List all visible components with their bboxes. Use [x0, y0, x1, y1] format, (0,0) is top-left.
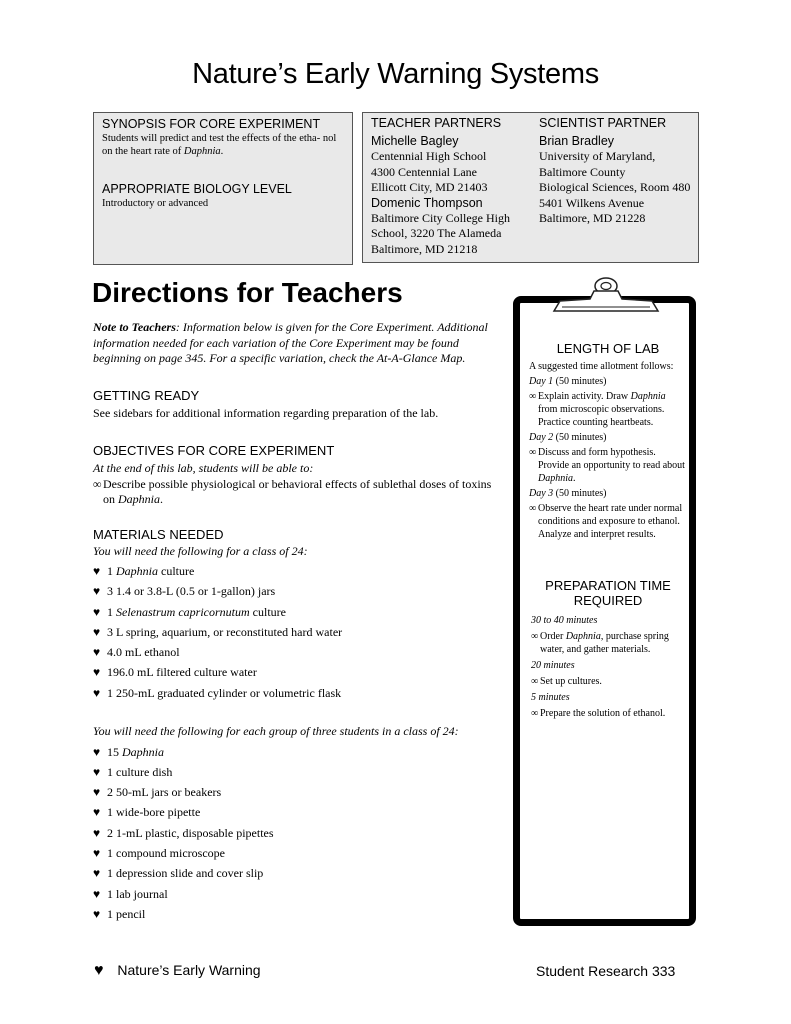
teacher-partners — [371, 116, 539, 257]
material-text: 196.0 mL filtered culture water — [107, 665, 257, 680]
day2-organism: Daphnia — [538, 473, 573, 484]
length-of-lab-heading: LENGTH OF LAB — [556, 341, 660, 356]
prep-t1: 30 to 40 minutes — [531, 615, 598, 626]
infinity-bullet-icon: ∞ — [93, 476, 102, 491]
material-text: 2 50-mL jars or beakers — [107, 785, 222, 800]
partner-name: Domenic Thompson — [371, 195, 483, 210]
material-text-end: culture — [158, 564, 195, 578]
material-item — [93, 904, 503, 924]
note-to-teachers — [93, 320, 503, 367]
material-text: 1 — [107, 604, 116, 619]
infinity-bullet-icon: ∞ — [529, 503, 537, 514]
heart-bullet-icon: ♥ — [93, 805, 101, 820]
footer-left — [94, 962, 261, 980]
prep-heading-line2: REQUIRED — [573, 593, 643, 608]
objective-organism: Daphnia — [118, 492, 160, 506]
day2-label — [529, 431, 687, 444]
partner-address-line: School, 3220 The Alameda — [371, 226, 502, 240]
material-item — [93, 742, 503, 762]
partner-address-line: University of Maryland, — [539, 149, 656, 163]
material-item — [93, 642, 503, 662]
day3-text: Observe the heart rate under normal conditions and exposure to ethanol. Analyze and interpret results. — [538, 503, 683, 540]
note-text: : Information below is given for the Core Experiment. Additional information needed for each variation of the Core Experiment may be found beginning on page 345. For a specific variation, check the At-A-Glance Map. — [93, 320, 488, 365]
scientist-partner-lines — [539, 134, 697, 227]
material-text: 1 lab journal — [107, 886, 168, 901]
synopsis-text — [102, 132, 344, 158]
material-text: 2 1-mL plastic, disposable pipettes — [107, 825, 274, 840]
partner-address-line: Centennial High School — [371, 149, 487, 163]
material-italic: Selenastrum capricornutum — [116, 604, 250, 619]
material-item — [93, 843, 503, 863]
material-text: 1 culture dish — [107, 764, 173, 779]
synopsis-text-organism: Daphnia — [183, 146, 221, 157]
partner-address-line: Baltimore City College High — [371, 210, 510, 225]
material-item — [93, 602, 503, 622]
objective-text: Describe possible physiological or behavioral effects of sublethal doses of toxins on — [103, 476, 492, 506]
day2-duration: (50 minutes) — [553, 432, 607, 443]
heart-bullet-icon: ♥ — [93, 645, 101, 660]
heart-bullet-icon: ♥ — [93, 866, 101, 881]
group-materials-list — [93, 742, 503, 925]
page-title: Nature’s Early Warning Systems — [192, 58, 599, 90]
material-item — [93, 561, 503, 581]
day1-text: Explain activity. Draw — [538, 391, 631, 402]
partner-address-line: 5401 Wilkens Avenue — [539, 195, 645, 210]
infinity-bullet-icon: ∞ — [531, 676, 539, 687]
heart-bullet-icon: ♥ — [93, 584, 101, 599]
scientist-partner-heading: SCIENTIST PARTNER — [539, 116, 667, 130]
material-text: 1 — [107, 564, 116, 578]
materials-class-intro: You will need the following for a class of 24: — [93, 543, 308, 558]
clipboard-sidebar — [513, 296, 696, 926]
material-item — [93, 782, 503, 802]
prep-heading-line1: PREPARATION TIME — [545, 578, 671, 593]
day1-text-end: from microscopic observations. Practice counting heartbeats. — [538, 404, 665, 428]
heart-bullet-icon: ♥ — [93, 886, 101, 901]
partner-name: Michelle Bagley — [371, 134, 459, 148]
material-item — [93, 802, 503, 822]
day1-item — [529, 390, 687, 429]
material-text-end: culture — [249, 604, 286, 619]
synopsis-heading: SYNOPSIS FOR CORE EXPERIMENT — [102, 117, 321, 131]
day2-item — [529, 446, 687, 485]
prep-t1-text-end: , purchase spring water, and gather materials. — [540, 631, 669, 655]
day1-label — [529, 375, 687, 388]
heart-bullet-icon: ♥ — [93, 846, 101, 861]
material-text: 3 L spring, aquarium, or reconstituted hard water — [107, 624, 343, 639]
getting-ready-text: See sidebars for additional information regarding preparation of the lab. — [93, 405, 439, 420]
partner-address-line: Biological Sciences, Room 480 — [539, 180, 691, 194]
footer-title: Nature’s Early Warning — [117, 962, 261, 978]
heart-bullet-icon: ♥ — [93, 764, 101, 779]
partner-address-line: Baltimore County — [539, 164, 626, 179]
prep-t3-text: Prepare the solution of ethanol. — [540, 708, 666, 719]
material-text: 15 — [107, 744, 122, 759]
heart-icon: ♥ — [94, 962, 104, 979]
objective-end: . — [160, 492, 163, 506]
material-italic: Daphnia — [116, 564, 158, 578]
heart-bullet-icon: ♥ — [93, 624, 101, 639]
infinity-bullet-icon: ∞ — [529, 447, 537, 458]
materials-group-intro: You will need the following for each group of three students in a class of 24: — [93, 724, 459, 739]
material-item — [93, 823, 503, 843]
heart-bullet-icon: ♥ — [93, 665, 101, 680]
class-materials-list — [93, 561, 503, 703]
preparation-time — [529, 578, 687, 720]
material-item — [93, 884, 503, 904]
partner-address-line: 4300 Centennial Lane — [371, 164, 477, 179]
heart-bullet-icon: ♥ — [93, 685, 101, 700]
heart-bullet-icon: ♥ — [93, 604, 101, 619]
directions-heading: Directions for Teachers — [92, 277, 403, 308]
clipboard-clip-icon — [548, 277, 664, 315]
day2-text-end: . — [573, 473, 576, 484]
day3-item — [529, 502, 687, 541]
material-item — [93, 683, 503, 703]
prep-t1-text: Order — [540, 631, 566, 642]
heart-bullet-icon: ♥ — [93, 785, 101, 800]
footer-right: Student Research 333 — [536, 963, 676, 979]
heart-bullet-icon: ♥ — [93, 564, 101, 578]
prep-t3-item — [531, 707, 687, 720]
day2-name: Day 2 — [529, 432, 554, 443]
synopsis-text-main: Students will predict and test the effects of the etha- nol on the heart rate of — [102, 133, 337, 157]
materials-heading: MATERIALS NEEDED — [93, 526, 224, 542]
day3-name: Day 3 — [529, 488, 554, 499]
heart-bullet-icon: ♥ — [93, 744, 101, 759]
prep-t2-text: Set up cultures. — [540, 676, 602, 687]
day3-duration: (50 minutes) — [553, 488, 607, 499]
biology-level-text: Introductory or advanced — [102, 198, 209, 209]
partner-address-line: Ellicott City, MD 21403 — [371, 180, 488, 194]
material-text: 1 pencil — [107, 906, 146, 921]
objectives-intro: At the end of this lab, students will be able to: — [93, 461, 314, 475]
material-text: 1 compound microscope — [107, 846, 225, 861]
material-text: 4.0 mL ethanol — [107, 645, 180, 660]
length-of-lab — [529, 341, 687, 541]
infinity-bullet-icon: ∞ — [531, 631, 539, 642]
prep-t2: 20 minutes — [531, 660, 575, 671]
objective-item — [93, 477, 503, 508]
partners-box — [362, 112, 699, 263]
biology-level-heading: APPROPRIATE BIOLOGY LEVEL — [102, 182, 292, 196]
scientist-partner — [539, 116, 697, 227]
objectives-heading: OBJECTIVES FOR CORE EXPERIMENT — [93, 443, 335, 458]
partner-address-line: Baltimore, MD 21218 — [371, 241, 478, 256]
teacher-partners-heading: TEACHER PARTNERS — [371, 116, 502, 130]
heart-bullet-icon: ♥ — [93, 825, 101, 840]
material-text: 1 depression slide and cover slip — [107, 866, 264, 881]
length-intro: A suggested time allotment follows: — [529, 361, 674, 372]
partner-name: Brian Bradley — [539, 134, 615, 148]
material-text: 1 wide-bore pipette — [107, 805, 201, 820]
day3-label — [529, 487, 687, 500]
prep-t3: 5 minutes — [531, 692, 570, 703]
synopsis-text-end: . — [220, 146, 224, 157]
material-item — [93, 581, 503, 601]
prep-t1-item — [531, 630, 687, 656]
day1-name: Day 1 — [529, 376, 554, 387]
material-text: 1 250-mL graduated cylinder or volumetric flask — [107, 685, 342, 700]
heart-bullet-icon: ♥ — [93, 906, 101, 921]
material-item — [93, 622, 503, 642]
prep-t2-item — [531, 675, 687, 688]
infinity-bullet-icon: ∞ — [529, 391, 537, 402]
teacher-partners-lines — [371, 134, 539, 257]
note-label: Note to Teachers — [93, 320, 176, 334]
day1-organism: Daphnia — [630, 391, 666, 402]
material-italic: Daphnia — [122, 744, 164, 759]
material-text: 3 1.4 or 3.8-L (0.5 or 1-gallon) jars — [107, 584, 276, 599]
getting-ready-heading: GETTING READY — [93, 387, 200, 403]
infinity-bullet-icon: ∞ — [531, 708, 539, 719]
prep-t1-organism: Daphnia — [565, 631, 601, 642]
partner-address-line: Baltimore, MD 21228 — [539, 211, 646, 225]
main-content — [93, 320, 503, 924]
synopsis-box — [93, 112, 353, 265]
material-item — [93, 662, 503, 682]
material-item — [93, 762, 503, 782]
day1-duration: (50 minutes) — [553, 376, 607, 387]
material-item — [93, 863, 503, 883]
day2-text: Discuss and form hypothesis. Provide an opportunity to read about — [538, 447, 685, 471]
